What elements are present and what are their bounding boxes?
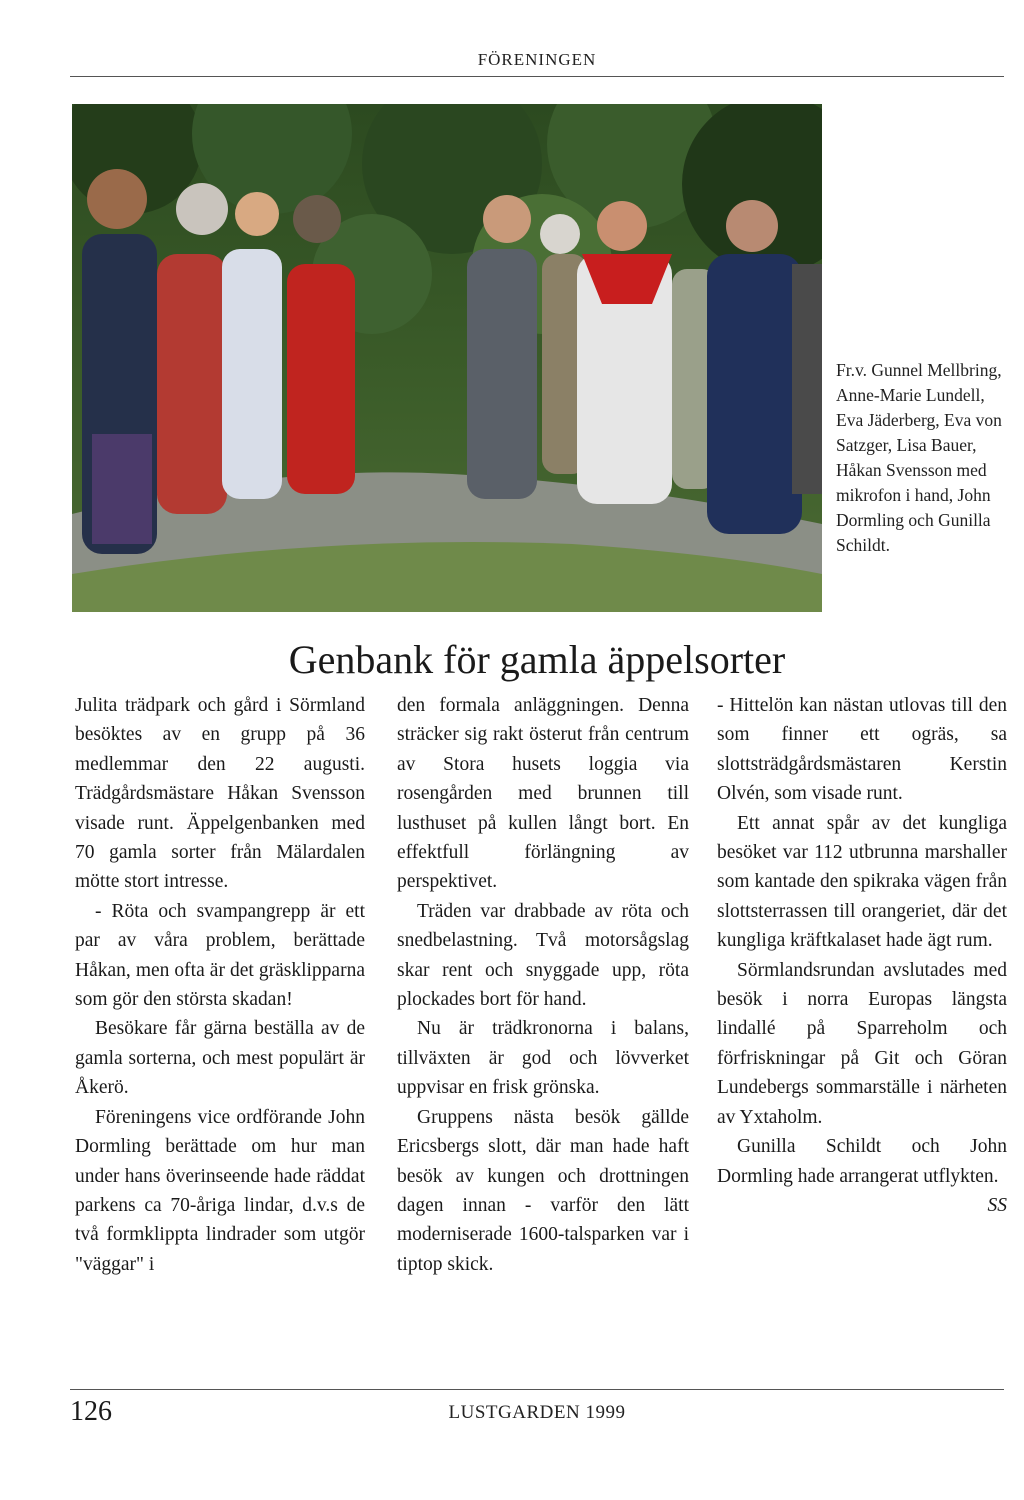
paragraph-final bbox=[717, 1132, 1007, 1216]
paragraph: Gruppens nästa besök gällde Ericsbergs slott, där man hade haft besök av kungen och drottningen dagen innan - varför den lätt moderniserade 1600-talsparken var i tiptop skick. bbox=[397, 1106, 689, 1275]
top-divider bbox=[70, 76, 1004, 77]
paragraph: Julita trädpark och gård i Sörmland besöktes av en grupp på 36 medlemmar den 22 augusti. Trädgårdsmästare Håkan Svensson visade runt. Äppelgenbanken med 70 gamla sorter från Mälardalen mötte stort intresse. bbox=[75, 695, 365, 893]
group-photo bbox=[72, 104, 822, 612]
author-signature: SS bbox=[987, 1194, 1007, 1216]
caption-text: Fr.v. Gunnel Mellbring, Anne-Marie Lundell, Eva Jäderberg, Eva von Satzger, Lisa Bauer, Håkan Svensson med mikrofon i hand, John Dormling och Gunilla Schildt. bbox=[836, 360, 1002, 555]
paragraph: - Hittelön kan nästan utlovas till den som finner ett ogräs, sa slottsträdgårdsmästaren Kerstin Olvén, som visade runt. bbox=[717, 695, 1007, 805]
page-number: 126 bbox=[70, 1396, 112, 1427]
paragraph: Föreningens vice ordförande John Dormling berättade om hur man under hans överinseende hade räddat parkens ca 70-åriga lindar, d.v.s de två formklippta lindrader som utgör "väggar" i bbox=[75, 1106, 365, 1275]
article-column-1 bbox=[75, 691, 365, 1279]
paragraph: Ett annat spår av det kungliga besöket var 112 utbrunna marshaller som kantade den spikraka vägen från slottsterrassen till orangeriet, där det kungliga kräftkalaset hade ägt rum. bbox=[717, 812, 1007, 952]
article-column-3 bbox=[717, 691, 1007, 1220]
photo-caption bbox=[836, 358, 1016, 558]
bottom-divider bbox=[70, 1389, 1004, 1390]
paragraph: Sörmlandsrundan avslutades med besök i norra Europas längsta lindallé på Sparreholm och förfriskningar på Git och Göran Lundebergs sommarställe i närheten av Yxtaholm. bbox=[717, 959, 1007, 1128]
paragraph: Besökare får gärna beställa av de gamla sorterna, och mest populärt är Åkerö. bbox=[75, 1018, 365, 1099]
publication-footer: LUSTGARDEN 1999 bbox=[448, 1402, 626, 1423]
photo-illustration bbox=[72, 104, 822, 612]
paragraph-final-text: Gunilla Schildt och John Dormling hade arrangerat utflykten. bbox=[717, 1136, 1007, 1187]
article-title: Genbank för gamla äppelsorter bbox=[288, 637, 786, 682]
paragraph: Nu är trädkronorna i balans, tillväxten är god och lövverket uppvisar en frisk grönska. bbox=[397, 1018, 689, 1099]
paragraph: - Röta och svampangrepp är ett par av våra problem, berättade Håkan, men ofta är det gräsklipparna som gör den största skadan! bbox=[75, 900, 365, 1011]
section-header: FÖRENINGEN bbox=[477, 50, 597, 69]
article-column-2 bbox=[397, 691, 689, 1279]
paragraph: Träden var drabbade av röta och snedbelastning. Två motorsågslag skar rent och snyggade upp, röta plockades bort för hand. bbox=[397, 900, 689, 1011]
paragraph: den formala anläggningen. Denna sträcker sig rakt österut från centrum av Stora husets loggia via rosengården med brunnen till lusthuset på kullen långt bort. En effektfull förlängning av perspektivet. bbox=[397, 695, 689, 893]
